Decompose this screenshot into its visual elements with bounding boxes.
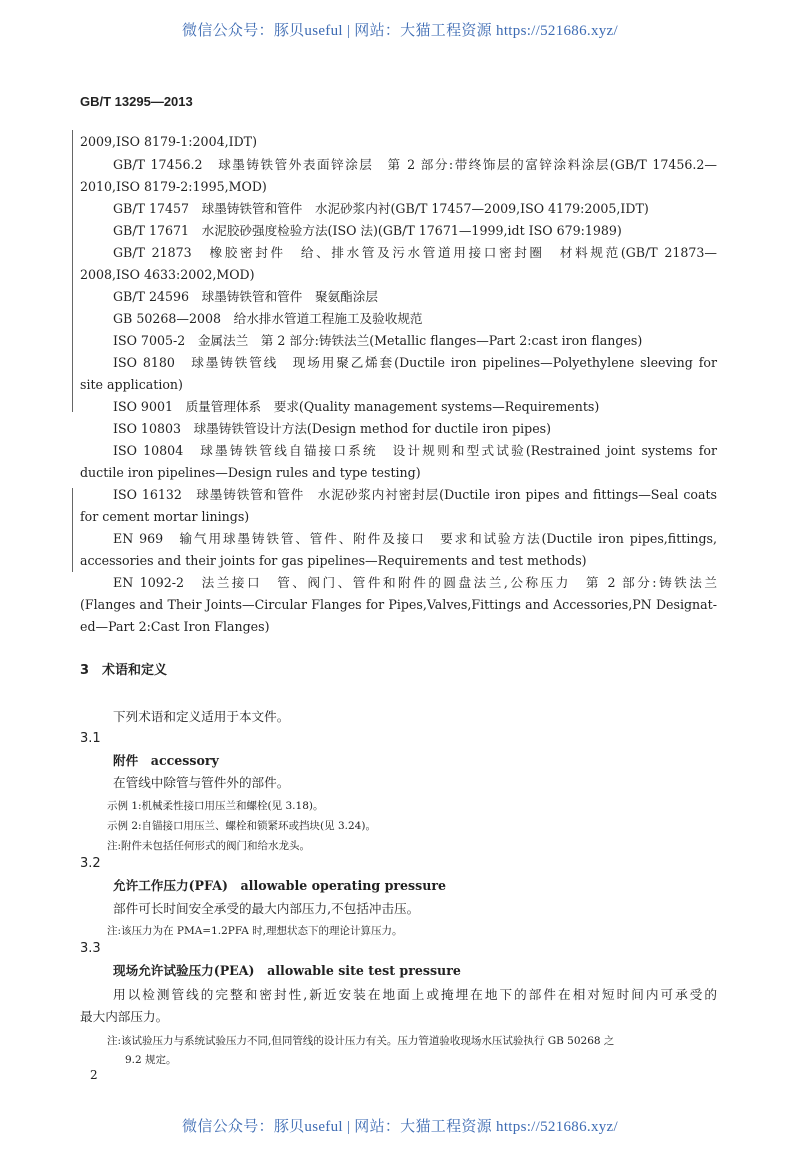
reference-continuation: 2010,ISO 8179-2:1995,MOD) (80, 179, 267, 194)
term-example: 示例 2:自锚接口用压兰、螺栓和锁紧环或挡块(见 3.24)。 (107, 820, 376, 832)
reference-item: EN 1092-2 法兰接口 管、阀门、管件和附件的圆盘法兰,公称压力 第 2 部分:铸铁法兰 (113, 575, 717, 590)
watermark-top: 微信公众号：豚贝useful | 网站：大猫工程资源 https://521686.xyz/ (182, 23, 618, 39)
term-note: 注:该压力为在 PMA=1.2PFA 时,理想状态下的理论计算压力。 (107, 925, 403, 937)
reference-item: GB/T 24596 球墨铸铁管和管件 聚氨酯涂层 (113, 289, 378, 304)
term-note: 注:该试验压力与系统试验压力不同,但同管线的设计压力有关。压力管道验收现场水压试验执行 GB 50268 之 (107, 1035, 615, 1047)
reference-continuation: ductile iron pipelines—Design rules and type testing) (80, 465, 421, 480)
reference-continuation: for cement mortar linings) (80, 509, 250, 524)
reference-item: ISO 9001 质量管理体系 要求(Quality management systems—Requirements) (113, 399, 600, 414)
reference-item: ISO 10803 球墨铸铁管设计方法(Design method for ductile iron pipes) (113, 421, 552, 436)
document-header: GB/T 13295—2013 (80, 94, 193, 109)
term-note: 注:附件未包括任何形式的阀门和给水龙头。 (107, 840, 311, 852)
term-definition: 部件可长时间安全承受的最大内部压力,不包括冲击压。 (113, 901, 420, 916)
term-example: 示例 1:机械柔性接口用压兰和螺栓(见 3.18)。 (107, 800, 324, 812)
reference-item: EN 969 输气用球墨铸铁管、管件、附件及接口 要求和试验方法(Ductile iron pipes,fittings, (113, 531, 717, 546)
term-title: 附件 accessory (113, 753, 219, 768)
change-bar (72, 488, 73, 572)
reference-item: ISO 7005-2 金属法兰 第 2 部分:铸铁法兰(Metallic flanges—Part 2:cast iron flanges) (113, 333, 643, 348)
reference-item: ISO 16132 球墨铸铁管和管件 水泥砂浆内衬密封层(Ductile iron pipes and fittings—Seal coats (113, 487, 717, 502)
term-definition: 用以检测管线的完整和密封性,新近安装在地面上或掩埋在地下的部件在相对短时间内可承受的 (113, 987, 717, 1002)
reference-continuation: ed—Part 2:Cast Iron Flanges) (80, 619, 270, 634)
reference-item: ISO 10804 球墨铸铁管线自锚接口系统 设计规则和型式试验(Restrained joint systems for (113, 443, 717, 458)
section-intro: 下列术语和定义适用于本文件。 (113, 709, 290, 724)
watermark-bottom: 微信公众号：豚贝useful | 网站：大猫工程资源 https://521686.xyz/ (182, 1119, 618, 1135)
reference-continuation: site application) (80, 377, 183, 392)
reference-item: GB/T 21873 橡胶密封件 给、排水管及污水管道用接口密封圈 材料规范(GB/T 21873— (113, 245, 717, 260)
reference-continuation: accessories and their joints for gas pipelines—Requirements and test methods) (80, 553, 587, 568)
term-definition: 在管线中除管与管件外的部件。 (113, 775, 290, 790)
term-title: 现场允许试验压力(PEA) allowable site test pressure (113, 963, 461, 978)
term-number: 3.3 (80, 941, 101, 956)
reference-item: ISO 8180 球墨铸铁管线 现场用聚乙烯套(Ductile iron pipelines—Polyethylene sleeving for (113, 355, 717, 370)
reference-item: GB 50268—2008 给水排水管道工程施工及验收规范 (113, 311, 423, 326)
term-note: 9.2 规定。 (125, 1054, 177, 1066)
term-number: 3.1 (80, 731, 101, 746)
term-number: 3.2 (80, 856, 101, 871)
reference-continuation: 2009,ISO 8179-1:2004,IDT) (80, 134, 257, 149)
change-bar (72, 130, 73, 412)
reference-continuation: 2008,ISO 4633:2002,MOD) (80, 267, 255, 282)
term-definition: 最大内部压力。 (80, 1009, 169, 1024)
reference-continuation: (Flanges and Their Joints—Circular Flanges for Pipes,Valves,Fittings and Accessories,PN Designat- (80, 597, 717, 612)
reference-item: GB/T 17671 水泥胶砂强度检验方法(ISO 法)(GB/T 17671—1999,idt ISO 679:1989) (113, 223, 622, 238)
section-heading: 3 术语和定义 (80, 663, 168, 678)
term-title: 允许工作压力(PFA) allowable operating pressure (113, 878, 447, 893)
page-number: 2 (90, 1068, 98, 1082)
reference-item: GB/T 17456.2 球墨铸铁管外表面锌涂层 第 2 部分:带终饰层的富锌涂料涂层(GB/T 17456.2— (113, 157, 717, 172)
reference-item: GB/T 17457 球墨铸铁管和管件 水泥砂浆内衬(GB/T 17457—2009,ISO 4179:2005,IDT) (113, 201, 649, 216)
